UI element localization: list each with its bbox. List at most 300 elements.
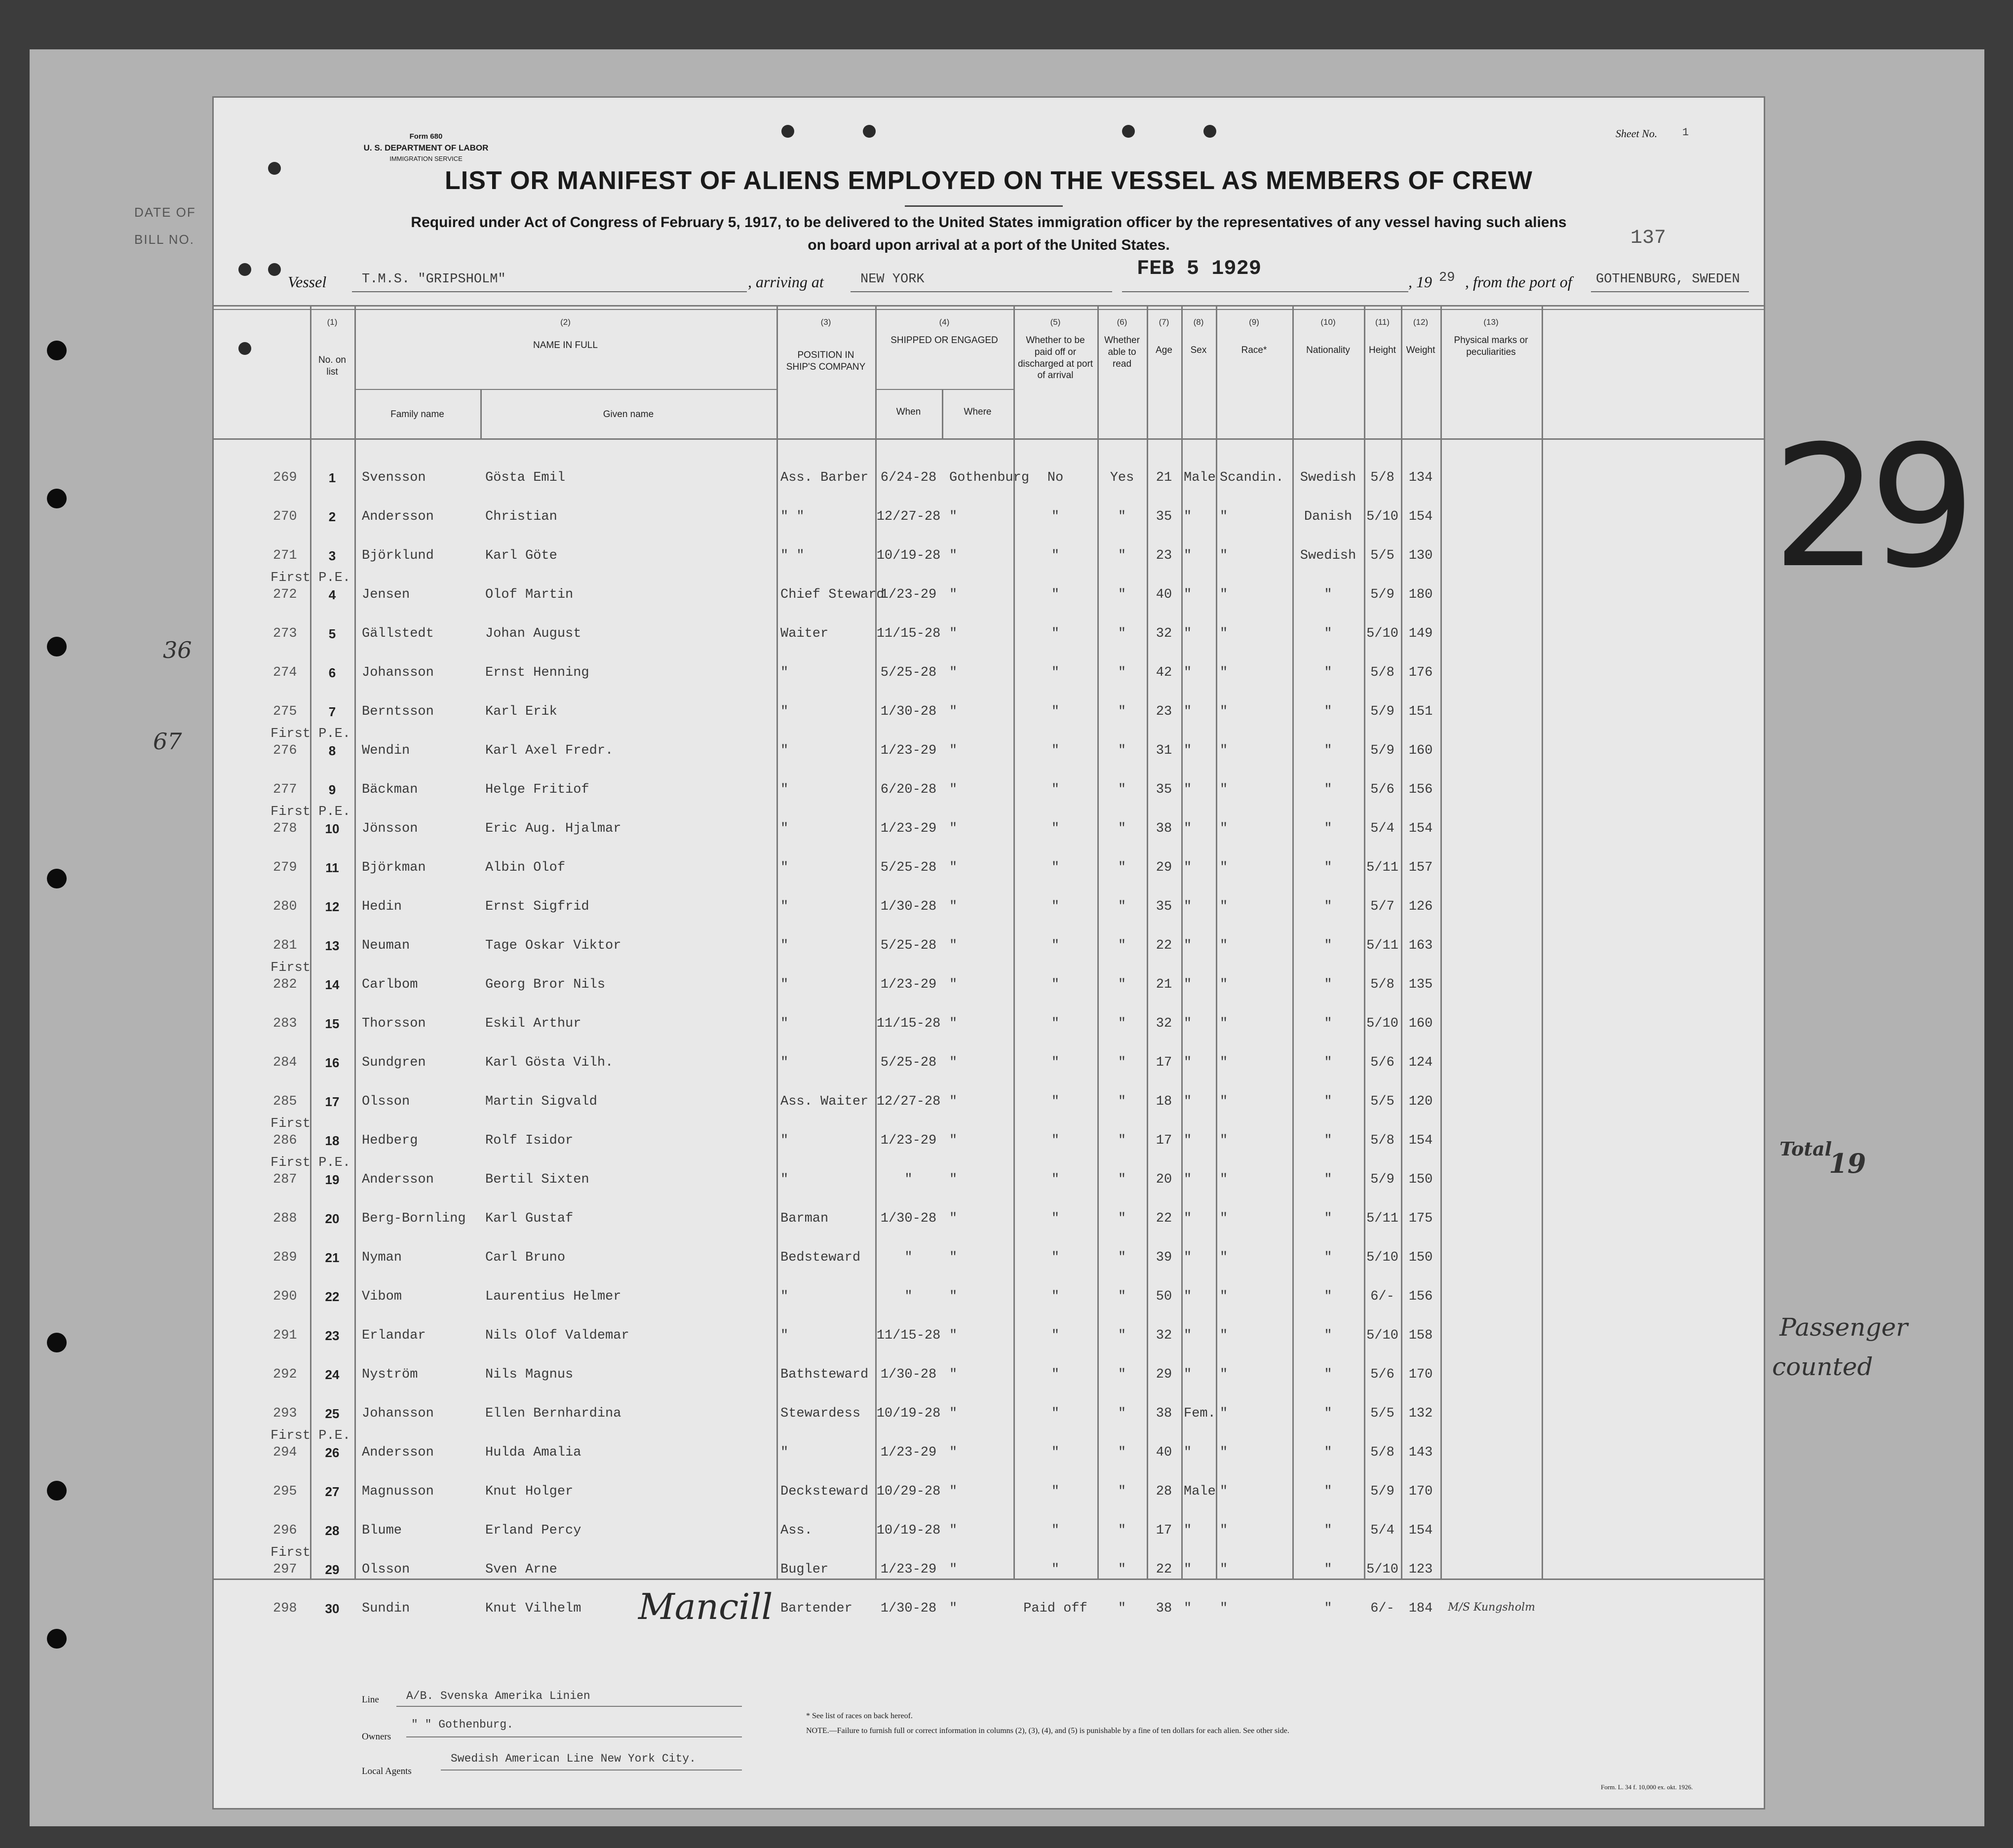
cell-shipped-where: " <box>949 626 958 641</box>
table-row <box>214 1155 1764 1211</box>
cell-race: " <box>1220 1367 1228 1382</box>
cell-race: " <box>1220 938 1228 953</box>
table-row <box>214 1250 1764 1289</box>
col9-number: (9) <box>1249 317 1259 327</box>
vessel-label: Vessel <box>288 273 327 291</box>
arrival-date-stamp: FEB 5 1929 <box>1137 257 1262 280</box>
cell-race: " <box>1220 977 1228 992</box>
cell-able-to-read: " <box>1118 665 1126 680</box>
cell-weight: 184 <box>1408 1601 1433 1616</box>
cell-able-to-read: " <box>1118 821 1126 836</box>
cell-nationality: " <box>1324 1094 1332 1109</box>
col10-header: Nationality <box>1306 345 1350 355</box>
cell-shipped-where: " <box>949 1289 958 1304</box>
cell-sex: " <box>1184 977 1192 992</box>
cell-nationality: " <box>1324 1016 1332 1031</box>
table-row <box>214 1428 1764 1484</box>
line-value: A/B. Svenska Amerika Linien <box>406 1690 590 1702</box>
cell-race: " <box>1220 1601 1228 1616</box>
vessel-underline <box>352 291 747 292</box>
cell-line-number: 277 <box>273 782 297 797</box>
cell-age: 22 <box>1156 938 1172 953</box>
col6-number: (6) <box>1117 317 1127 327</box>
cell-list-number: 8 <box>328 743 336 758</box>
cell-sex: " <box>1184 1055 1192 1070</box>
cell-race: " <box>1220 1133 1228 1148</box>
cell-position: " " <box>780 548 805 563</box>
cell-able-to-read: " <box>1118 782 1126 797</box>
col2-number: (2) <box>560 317 571 327</box>
cell-given-name: Nils Magnus <box>485 1367 574 1382</box>
cell-height: 5/9 <box>1370 1172 1394 1187</box>
cell-paid-off: " <box>1051 665 1060 680</box>
cell-sex: " <box>1184 1094 1192 1109</box>
binder-hole <box>1203 125 1216 138</box>
cell-family-name: Magnusson <box>362 1484 434 1499</box>
col11-number: (11) <box>1375 317 1390 327</box>
cell-shipped-where: " <box>949 1406 958 1421</box>
cell-shipped-when: 5/25-28 <box>880 938 937 953</box>
cell-shipped-where: " <box>949 1601 958 1616</box>
cell-race: " <box>1220 1562 1228 1577</box>
cell-sex: " <box>1184 1445 1192 1460</box>
cell-line-number: 298 <box>273 1601 297 1616</box>
cell-paid-off: " <box>1051 1016 1060 1031</box>
cell-height: 5/6 <box>1370 1055 1394 1070</box>
col13-header: Physical marks or peculiarities <box>1454 335 1528 357</box>
col5-number: (5) <box>1050 317 1061 327</box>
cell-weight: 130 <box>1408 548 1433 563</box>
cell-family-name: Svensson <box>362 470 426 485</box>
cell-given-name: Ellen Bernhardina <box>485 1406 621 1421</box>
cell-height: 5/9 <box>1370 587 1394 602</box>
cell-height: 5/6 <box>1370 1367 1394 1382</box>
cell-weight: 160 <box>1408 743 1433 758</box>
cell-nationality: " <box>1324 977 1332 992</box>
cell-shipped-when: 1/23-29 <box>880 1445 937 1460</box>
col13-number: (13) <box>1483 317 1499 327</box>
binder-hole <box>238 342 251 355</box>
cell-sex: " <box>1184 665 1192 680</box>
table-row <box>214 1289 1764 1328</box>
cell-height: 5/8 <box>1370 1445 1394 1460</box>
cell-line-number: 284 <box>273 1055 297 1070</box>
table-row <box>214 860 1764 899</box>
line-underline <box>396 1706 742 1707</box>
cell-list-number: 30 <box>325 1601 340 1616</box>
cell-given-name: Bertil Sixten <box>485 1172 589 1187</box>
cell-position: " <box>780 938 789 953</box>
cell-age: 38 <box>1156 821 1172 836</box>
table-row <box>214 1055 1764 1094</box>
cell-sex: " <box>1184 1250 1192 1265</box>
cell-line-number: 276 <box>273 743 297 758</box>
cell-paid-off: " <box>1051 860 1060 875</box>
cell-shipped-when: " <box>904 1172 913 1187</box>
cell-line-number: 286 <box>273 1133 297 1148</box>
row-annotation: First <box>271 961 311 975</box>
table-row <box>214 1094 1764 1133</box>
col11-header: Height <box>1369 345 1396 355</box>
table-row <box>214 626 1764 665</box>
cell-age: 22 <box>1156 1562 1172 1577</box>
cell-line-number: 295 <box>273 1484 297 1499</box>
cell-position: Bedsteward <box>780 1250 861 1265</box>
cell-weight: 176 <box>1408 665 1433 680</box>
cell-paid-off: " <box>1051 977 1060 992</box>
cell-position: Barman <box>780 1211 829 1226</box>
cell-height: 5/7 <box>1370 899 1394 914</box>
table-row <box>214 1211 1764 1250</box>
cell-age: 17 <box>1156 1523 1172 1538</box>
cell-able-to-read: " <box>1118 1406 1126 1421</box>
sheet-number-value: 1 <box>1682 126 1689 139</box>
cell-position: " <box>780 1172 789 1187</box>
departure-underline <box>1591 291 1749 292</box>
cell-paid-off: " <box>1051 1250 1060 1265</box>
cell-shipped-when: 11/15-28 <box>876 1016 941 1031</box>
cell-height: 5/8 <box>1370 665 1394 680</box>
print-code: Form. L. 34 f. 10,000 ex. okt. 1926. <box>1601 1783 1693 1791</box>
cell-shipped-when: 1/23-29 <box>880 1133 937 1148</box>
cell-line-number: 269 <box>273 470 297 485</box>
cell-nationality: Swedish <box>1300 548 1356 563</box>
table-row <box>214 1601 1764 1640</box>
cell-able-to-read: " <box>1118 1094 1126 1109</box>
cell-able-to-read: " <box>1118 860 1126 875</box>
cell-position: " <box>780 899 789 914</box>
cell-height: 6/- <box>1370 1601 1394 1616</box>
cell-race: " <box>1220 1523 1228 1538</box>
cell-list-number: 11 <box>325 860 339 875</box>
count-scrawl: 29 <box>1772 410 1966 605</box>
cell-list-number: 12 <box>325 899 340 914</box>
cell-able-to-read: " <box>1118 977 1126 992</box>
cell-line-number: 296 <box>273 1523 297 1538</box>
cell-paid-off: " <box>1051 1367 1060 1382</box>
cell-list-number: 17 <box>325 1094 340 1109</box>
cell-height: 5/10 <box>1366 509 1398 524</box>
counted-note: counted <box>1772 1352 1873 1381</box>
cell-weight: 124 <box>1408 1055 1433 1070</box>
cell-sex: " <box>1184 587 1192 602</box>
cell-shipped-when: 1/23-29 <box>880 743 937 758</box>
cell-given-name: Rolf Isidor <box>485 1133 574 1148</box>
cell-nationality: " <box>1324 1406 1332 1421</box>
cell-age: 29 <box>1156 860 1172 875</box>
cell-nationality: " <box>1324 860 1332 875</box>
cell-nationality: " <box>1324 1055 1332 1070</box>
cell-list-number: 23 <box>325 1328 340 1343</box>
cell-able-to-read: " <box>1118 743 1126 758</box>
col1-header: No. on list <box>318 355 346 377</box>
cell-family-name: Neuman <box>362 938 410 953</box>
cell-sex: " <box>1184 821 1192 836</box>
table-row <box>214 727 1764 782</box>
cell-race: " <box>1220 1328 1228 1343</box>
cell-list-number: 22 <box>325 1289 340 1304</box>
cell-able-to-read: " <box>1118 1484 1126 1499</box>
name-subheader-rule <box>354 389 776 390</box>
cell-family-name: Andersson <box>362 1172 434 1187</box>
cell-sex: " <box>1184 1601 1192 1616</box>
col12-number: (12) <box>1413 317 1429 327</box>
cell-physical-mark: M/S Kungsholm <box>1448 1601 1535 1614</box>
cell-race: " <box>1220 1055 1228 1070</box>
cell-family-name: Olsson <box>362 1562 410 1577</box>
cell-age: 35 <box>1156 509 1172 524</box>
cell-paid-off: " <box>1051 587 1060 602</box>
cell-paid-off: " <box>1051 1523 1060 1538</box>
cell-weight: 150 <box>1408 1250 1433 1265</box>
cell-nationality: " <box>1324 782 1332 797</box>
cell-nationality: " <box>1324 938 1332 953</box>
cell-age: 22 <box>1156 1211 1172 1226</box>
cell-paid-off: " <box>1051 1211 1060 1226</box>
cell-race: " <box>1220 509 1228 524</box>
cell-shipped-when: 10/19-28 <box>876 548 941 563</box>
cell-shipped-where: " <box>949 938 958 953</box>
cell-list-number: 26 <box>325 1445 340 1460</box>
cell-list-number: 29 <box>325 1562 340 1577</box>
table-row <box>214 938 1764 977</box>
cell-given-name: Knut Vilhelm <box>485 1601 581 1616</box>
cell-shipped-where: " <box>949 821 958 836</box>
col8-number: (8) <box>1193 317 1204 327</box>
cell-shipped-where: " <box>949 782 958 797</box>
cell-paid-off: Paid off <box>1023 1601 1087 1616</box>
cell-position: " <box>780 743 789 758</box>
cell-list-number: 24 <box>325 1367 340 1382</box>
cell-race: " <box>1220 860 1228 875</box>
cell-family-name: Hedberg <box>362 1133 418 1148</box>
cell-sex: " <box>1184 1016 1192 1031</box>
cell-height: 5/4 <box>1370 1523 1394 1538</box>
cell-weight: 154 <box>1408 1523 1433 1538</box>
cell-able-to-read: " <box>1118 548 1126 563</box>
cell-list-number: 14 <box>325 977 340 992</box>
local-agents-value: Swedish American Line New York City. <box>451 1752 696 1765</box>
cell-weight: 158 <box>1408 1328 1433 1343</box>
cell-given-name: Sven Arne <box>485 1562 557 1577</box>
binder-hole <box>238 263 251 276</box>
local-agents-underline <box>441 1770 742 1771</box>
cell-age: 32 <box>1156 1328 1172 1343</box>
table-row <box>214 571 1764 626</box>
cell-nationality: " <box>1324 1328 1332 1343</box>
cell-race: " <box>1220 1289 1228 1304</box>
col9-header: Race* <box>1241 345 1267 355</box>
cell-shipped-when: 1/30-28 <box>880 704 937 719</box>
cell-weight: 126 <box>1408 899 1433 914</box>
cell-given-name: Erland Percy <box>485 1523 581 1538</box>
cell-race: " <box>1220 548 1228 563</box>
cell-family-name: Björklund <box>362 548 434 563</box>
cell-age: 17 <box>1156 1055 1172 1070</box>
passengers-note: Passenger <box>1780 1313 1908 1342</box>
cell-position: Bartender <box>780 1601 852 1616</box>
col7-header: Age <box>1156 345 1172 355</box>
cell-sex: " <box>1184 743 1192 758</box>
arriving-label: , arriving at <box>748 273 824 291</box>
col2-header: NAME IN FULL <box>533 340 598 350</box>
row-annotation: First <box>271 1116 311 1131</box>
binder-hole <box>47 637 67 656</box>
cell-shipped-where: " <box>949 1172 958 1187</box>
cell-nationality: " <box>1324 704 1332 719</box>
penalty-note: NOTE.—Failure to furnish full or correct information in columns (2), (3), (4), and (5) is punishable by a fine of ten dollars for each alien. See other side. <box>806 1727 1289 1735</box>
cell-list-number: 1 <box>328 470 336 485</box>
cell-height: 5/10 <box>1366 1250 1398 1265</box>
table-row <box>214 899 1764 938</box>
cell-able-to-read: " <box>1118 1055 1126 1070</box>
cell-line-number: 279 <box>273 860 297 875</box>
cell-family-name: Andersson <box>362 1445 434 1460</box>
cell-shipped-where: " <box>949 743 958 758</box>
cell-height: 5/11 <box>1366 860 1398 875</box>
cell-position: Ass. Waiter <box>780 1094 869 1109</box>
cell-sex: " <box>1184 1172 1192 1187</box>
cell-nationality: " <box>1324 1289 1332 1304</box>
cell-age: 28 <box>1156 1484 1172 1499</box>
cell-able-to-read: " <box>1118 1289 1126 1304</box>
cell-line-number: 278 <box>273 821 297 836</box>
cell-sex: " <box>1184 782 1192 797</box>
cell-height: 5/8 <box>1370 470 1394 485</box>
cell-family-name: Nyström <box>362 1367 418 1382</box>
cell-shipped-when: 12/27-28 <box>876 509 941 524</box>
cell-height: 5/6 <box>1370 782 1394 797</box>
arrival-year: 29 <box>1439 270 1455 285</box>
table-row <box>214 665 1764 704</box>
cell-race: " <box>1220 1250 1228 1265</box>
cell-position: Chief Steward <box>780 587 885 602</box>
cell-family-name: Nyman <box>362 1250 402 1265</box>
table-top-rule <box>214 305 1764 307</box>
cell-nationality: " <box>1324 626 1332 641</box>
cell-weight: 180 <box>1408 587 1433 602</box>
cell-age: 35 <box>1156 782 1172 797</box>
cell-shipped-where: Gothenburg <box>949 470 1030 485</box>
cell-race: " <box>1220 587 1228 602</box>
binder-hole <box>47 1629 67 1649</box>
cell-shipped-when: 6/20-28 <box>880 782 937 797</box>
cell-shipped-where: " <box>949 977 958 992</box>
cell-line-number: 282 <box>273 977 297 992</box>
manifest-stamp-number: 137 <box>1630 227 1666 249</box>
col2-given-header: Given name <box>603 409 654 420</box>
cell-shipped-when: 11/15-28 <box>876 1328 941 1343</box>
cell-position: Ass. <box>780 1523 813 1538</box>
line-label: Line <box>362 1694 379 1705</box>
cell-height: 5/10 <box>1366 1328 1398 1343</box>
cell-height: 5/10 <box>1366 1562 1398 1577</box>
cell-able-to-read: " <box>1118 626 1126 641</box>
table-row <box>214 1116 1764 1172</box>
cell-weight: 149 <box>1408 626 1433 641</box>
cell-sex: " <box>1184 1328 1192 1343</box>
cell-shipped-where: " <box>949 1562 958 1577</box>
cell-list-number: 16 <box>325 1055 340 1070</box>
margin-figure-top: 36 <box>163 637 192 663</box>
cell-position: " <box>780 1445 789 1460</box>
cell-shipped-where: " <box>949 1094 958 1109</box>
cell-paid-off: " <box>1051 509 1060 524</box>
arrival-underline <box>851 291 1112 292</box>
cell-shipped-where: " <box>949 1523 958 1538</box>
cell-position: Bathsteward <box>780 1367 869 1382</box>
cell-given-name: Ernst Henning <box>485 665 589 680</box>
cell-given-name: Hulda Amalia <box>485 1445 581 1460</box>
cell-shipped-when: 1/23-29 <box>880 977 937 992</box>
table-row <box>214 1016 1764 1055</box>
cell-race: " <box>1220 1094 1228 1109</box>
cell-height: 5/11 <box>1366 938 1398 953</box>
cell-age: 50 <box>1156 1289 1172 1304</box>
cell-shipped-where: " <box>949 587 958 602</box>
cell-list-number: 25 <box>325 1406 340 1421</box>
cell-nationality: " <box>1324 1133 1332 1148</box>
binder-hole <box>1122 125 1135 138</box>
cell-shipped-where: " <box>949 1133 958 1148</box>
cell-list-number: 21 <box>325 1250 340 1265</box>
cell-race: " <box>1220 1445 1228 1460</box>
cell-age: 39 <box>1156 1250 1172 1265</box>
cell-position: " <box>780 782 789 797</box>
cell-line-number: 289 <box>273 1250 297 1265</box>
cell-nationality: " <box>1324 1211 1332 1226</box>
department-name: U. S. DEPARTMENT OF LABOR <box>363 143 489 153</box>
cell-position: Ass. Barber <box>780 470 869 485</box>
cell-given-name: Nils Olof Valdemar <box>485 1328 629 1343</box>
cell-age: 17 <box>1156 1133 1172 1148</box>
cell-nationality: " <box>1324 1367 1332 1382</box>
cell-weight: 134 <box>1408 470 1433 485</box>
cell-list-number: 10 <box>325 821 340 836</box>
cell-paid-off: " <box>1051 1094 1060 1109</box>
cell-able-to-read: " <box>1118 1562 1126 1577</box>
cell-given-name: Olof Martin <box>485 587 574 602</box>
table-row <box>214 1545 1764 1601</box>
cell-line-number: 293 <box>273 1406 297 1421</box>
cell-weight: 175 <box>1408 1211 1433 1226</box>
cell-race: " <box>1220 704 1228 719</box>
col4-number: (4) <box>939 317 950 327</box>
manifest-sheet <box>212 96 1765 1810</box>
cell-paid-off: " <box>1051 1172 1060 1187</box>
cell-age: 21 <box>1156 977 1172 992</box>
table-row <box>214 704 1764 743</box>
cell-shipped-where: " <box>949 860 958 875</box>
cell-able-to-read: " <box>1118 509 1126 524</box>
cell-line-number: 292 <box>273 1367 297 1382</box>
cell-list-number: 18 <box>325 1133 340 1148</box>
cell-line-number: 281 <box>273 938 297 953</box>
cell-nationality: " <box>1324 1445 1332 1460</box>
cell-paid-off: " <box>1051 548 1060 563</box>
cell-able-to-read: " <box>1118 1367 1126 1382</box>
cell-position: " <box>780 1055 789 1070</box>
row-annotation: First P.E. <box>271 727 351 741</box>
cell-shipped-where: " <box>949 1055 958 1070</box>
cell-sex: " <box>1184 509 1192 524</box>
cell-shipped-when: 5/25-28 <box>880 1055 937 1070</box>
cell-paid-off: " <box>1051 1133 1060 1148</box>
cell-given-name: Georg Bror Nils <box>485 977 606 992</box>
under-sheet-bill-label: BILL NO. <box>134 232 194 247</box>
col4-header: SHIPPED OR ENGAGED <box>890 335 998 346</box>
cell-height: 5/9 <box>1370 743 1394 758</box>
